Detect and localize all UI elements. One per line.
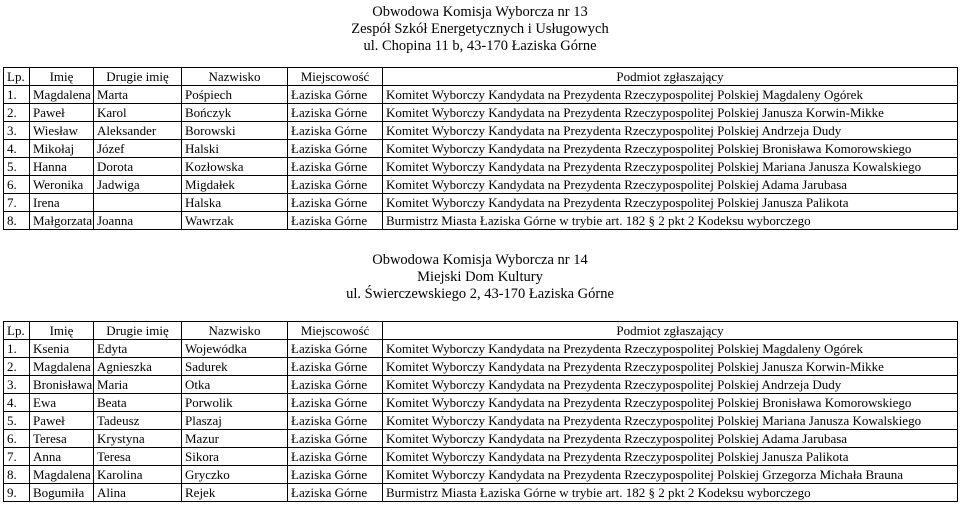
cell-city: Łaziska Górne	[288, 484, 383, 502]
cell-second-name: Joanna	[94, 212, 182, 230]
cell-first-name: Magdalena	[30, 86, 94, 104]
cell-city: Łaziska Górne	[288, 158, 383, 176]
table-header-row	[4, 68, 958, 86]
cell-second-name: Alina	[94, 484, 182, 502]
commission-13-header	[0, 4, 960, 55]
commission-14-header	[0, 252, 960, 303]
cell-nominating-body: Komitet Wyborczy Kandydata na Prezydenta Rzeczypospolitej Polskiej Janusza Palikota	[383, 194, 958, 212]
cell-second-name	[94, 194, 182, 212]
cell-first-name: Małgorzata	[30, 212, 94, 230]
cell-city: Łaziska Górne	[288, 194, 383, 212]
table-row	[4, 448, 958, 466]
cell-last-name: Halska	[182, 194, 288, 212]
cell-nominating-body: Komitet Wyborczy Kandydata na Prezydenta Rzeczypospolitej Polskiej Adama Jarubasa	[383, 176, 958, 194]
cell-last-name: Mazur	[182, 430, 288, 448]
cell-nominating-body: Komitet Wyborczy Kandydata na Prezydenta Rzeczypospolitej Polskiej Janusza Korwin-Mikke	[383, 358, 958, 376]
cell-last-name: Plaszaj	[182, 412, 288, 430]
cell-last-name: Borowski	[182, 122, 288, 140]
cell-last-name: Pośpiech	[182, 86, 288, 104]
cell-nominating-body: Burmistrz Miasta Łaziska Górne w trybie art. 182 § 2 pkt 2 Kodeksu wyborczego	[383, 484, 958, 502]
cell-city: Łaziska Górne	[288, 358, 383, 376]
cell-row-number: 8.	[4, 466, 30, 484]
cell-second-name: Edyta	[94, 340, 182, 358]
commission-title: Obwodowa Komisja Wyborcza nr 14	[372, 252, 588, 268]
cell-row-number: 2.	[4, 358, 30, 376]
column-header-first-name: Imię	[30, 322, 94, 340]
cell-row-number: 4.	[4, 140, 30, 158]
cell-city: Łaziska Górne	[288, 176, 383, 194]
cell-nominating-body: Komitet Wyborczy Kandydata na Prezydenta Rzeczypospolitej Polskiej Grzegorza Michała Brauna	[383, 466, 958, 484]
cell-first-name: Magdalena	[30, 466, 94, 484]
table-row	[4, 466, 958, 484]
cell-row-number: 9.	[4, 484, 30, 502]
cell-last-name: Kozłowska	[182, 158, 288, 176]
cell-first-name: Bronisława	[30, 376, 94, 394]
cell-second-name: Karol	[94, 104, 182, 122]
cell-second-name: Beata	[94, 394, 182, 412]
table-row	[4, 194, 958, 212]
commission-14-table	[3, 321, 958, 502]
cell-second-name: Maria	[94, 376, 182, 394]
column-header-last-name: Nazwisko	[182, 68, 288, 86]
cell-first-name: Paweł	[30, 412, 94, 430]
table-body	[4, 340, 958, 502]
column-header-second-name: Drugie imię	[94, 68, 182, 86]
table-row	[4, 176, 958, 194]
cell-first-name: Irena	[30, 194, 94, 212]
table-row	[4, 430, 958, 448]
cell-city: Łaziska Górne	[288, 340, 383, 358]
cell-city: Łaziska Górne	[288, 212, 383, 230]
cell-city: Łaziska Górne	[288, 466, 383, 484]
column-header-last-name: Nazwisko	[182, 322, 288, 340]
table-row	[4, 340, 958, 358]
cell-nominating-body: Komitet Wyborczy Kandydata na Prezydenta Rzeczypospolitej Polskiej Janusza Korwin-Mikke	[383, 104, 958, 122]
column-header-first-name: Imię	[30, 68, 94, 86]
commission-institution: Zespół Szkół Energetycznych i Usługowych	[351, 21, 609, 37]
cell-city: Łaziska Górne	[288, 430, 383, 448]
cell-row-number: 6.	[4, 430, 30, 448]
cell-row-number: 6.	[4, 176, 30, 194]
cell-row-number: 1.	[4, 86, 30, 104]
cell-first-name: Ksenia	[30, 340, 94, 358]
table-row	[4, 158, 958, 176]
cell-city: Łaziska Górne	[288, 86, 383, 104]
cell-last-name: Sikora	[182, 448, 288, 466]
cell-nominating-body: Komitet Wyborczy Kandydata na Prezydenta Rzeczypospolitej Polskiej Magdaleny Ogórek	[383, 340, 958, 358]
cell-city: Łaziska Górne	[288, 448, 383, 466]
cell-second-name: Dorota	[94, 158, 182, 176]
cell-last-name: Halski	[182, 140, 288, 158]
column-header-city: Miejscowość	[288, 322, 383, 340]
cell-nominating-body: Komitet Wyborczy Kandydata na Prezydenta Rzeczypospolitej Polskiej Adama Jarubasa	[383, 430, 958, 448]
cell-first-name: Bogumiła	[30, 484, 94, 502]
column-header-nominating-body: Podmiot zgłaszający	[383, 322, 958, 340]
cell-last-name: Porwolik	[182, 394, 288, 412]
cell-first-name: Hanna	[30, 158, 94, 176]
cell-nominating-body: Komitet Wyborczy Kandydata na Prezydenta Rzeczypospolitej Polskiej Andrzeja Dudy	[383, 122, 958, 140]
table-body	[4, 86, 958, 230]
cell-row-number: 5.	[4, 412, 30, 430]
cell-second-name: Tadeusz	[94, 412, 182, 430]
cell-first-name: Ewa	[30, 394, 94, 412]
commission-institution: Miejski Dom Kultury	[417, 269, 543, 285]
cell-city: Łaziska Górne	[288, 122, 383, 140]
table-row	[4, 394, 958, 412]
cell-second-name: Agnieszka	[94, 358, 182, 376]
column-header-city: Miejscowość	[288, 68, 383, 86]
table-row	[4, 140, 958, 158]
cell-city: Łaziska Górne	[288, 412, 383, 430]
cell-last-name: Wawrzak	[182, 212, 288, 230]
cell-first-name: Magdalena	[30, 358, 94, 376]
cell-last-name: Otka	[182, 376, 288, 394]
column-header-lp: Lp.	[4, 322, 30, 340]
cell-row-number: 2.	[4, 104, 30, 122]
table-row	[4, 122, 958, 140]
cell-first-name: Anna	[30, 448, 94, 466]
commission-13-table	[3, 67, 958, 230]
table-row	[4, 484, 958, 502]
table-header-row	[4, 322, 958, 340]
cell-second-name: Krystyna	[94, 430, 182, 448]
cell-last-name: Wojewódka	[182, 340, 288, 358]
table-row	[4, 358, 958, 376]
cell-row-number: 3.	[4, 376, 30, 394]
cell-second-name: Marta	[94, 86, 182, 104]
commission-address: ul. Świerczewskiego 2, 43-170 Łaziska Górne	[346, 286, 614, 302]
cell-row-number: 1.	[4, 340, 30, 358]
cell-city: Łaziska Górne	[288, 140, 383, 158]
cell-last-name: Migdałek	[182, 176, 288, 194]
cell-nominating-body: Komitet Wyborczy Kandydata na Prezydenta Rzeczypospolitej Polskiej Andrzeja Dudy	[383, 376, 958, 394]
cell-nominating-body: Komitet Wyborczy Kandydata na Prezydenta Rzeczypospolitej Polskiej Mariana Janusza Kowalskiego	[383, 412, 958, 430]
cell-last-name: Rejek	[182, 484, 288, 502]
cell-last-name: Bończyk	[182, 104, 288, 122]
cell-nominating-body: Komitet Wyborczy Kandydata na Prezydenta Rzeczypospolitej Polskiej Bronisława Komorowskiego	[383, 394, 958, 412]
cell-row-number: 8.	[4, 212, 30, 230]
cell-second-name: Aleksander	[94, 122, 182, 140]
cell-nominating-body: Burmistrz Miasta Łaziska Górne w trybie art. 182 § 2 pkt 2 Kodeksu wyborczego	[383, 212, 958, 230]
cell-first-name: Paweł	[30, 104, 94, 122]
cell-city: Łaziska Górne	[288, 104, 383, 122]
cell-second-name: Karolina	[94, 466, 182, 484]
cell-last-name: Sadurek	[182, 358, 288, 376]
table-row	[4, 212, 958, 230]
column-header-lp: Lp.	[4, 68, 30, 86]
cell-city: Łaziska Górne	[288, 376, 383, 394]
cell-second-name: Teresa	[94, 448, 182, 466]
commission-address: ul. Chopina 11 b, 43-170 Łaziska Górne	[363, 38, 597, 54]
column-header-nominating-body: Podmiot zgłaszający	[383, 68, 958, 86]
cell-row-number: 3.	[4, 122, 30, 140]
cell-row-number: 7.	[4, 194, 30, 212]
table-row	[4, 376, 958, 394]
cell-first-name: Teresa	[30, 430, 94, 448]
column-header-second-name: Drugie imię	[94, 322, 182, 340]
cell-nominating-body: Komitet Wyborczy Kandydata na Prezydenta Rzeczypospolitej Polskiej Janusza Palikota	[383, 448, 958, 466]
cell-first-name: Wiesław	[30, 122, 94, 140]
cell-first-name: Weronika	[30, 176, 94, 194]
cell-second-name: Jadwiga	[94, 176, 182, 194]
cell-row-number: 4.	[4, 394, 30, 412]
commission-title: Obwodowa Komisja Wyborcza nr 13	[372, 4, 588, 20]
table-row	[4, 104, 958, 122]
table-row	[4, 86, 958, 104]
table-row	[4, 412, 958, 430]
cell-nominating-body: Komitet Wyborczy Kandydata na Prezydenta Rzeczypospolitej Polskiej Magdaleny Ogórek	[383, 86, 958, 104]
cell-nominating-body: Komitet Wyborczy Kandydata na Prezydenta Rzeczypospolitej Polskiej Mariana Janusza Kowalskiego	[383, 158, 958, 176]
cell-city: Łaziska Górne	[288, 394, 383, 412]
cell-last-name: Gryczko	[182, 466, 288, 484]
cell-first-name: Mikołaj	[30, 140, 94, 158]
cell-nominating-body: Komitet Wyborczy Kandydata na Prezydenta Rzeczypospolitej Polskiej Bronisława Komorowskiego	[383, 140, 958, 158]
cell-row-number: 7.	[4, 448, 30, 466]
cell-row-number: 5.	[4, 158, 30, 176]
cell-second-name: Józef	[94, 140, 182, 158]
